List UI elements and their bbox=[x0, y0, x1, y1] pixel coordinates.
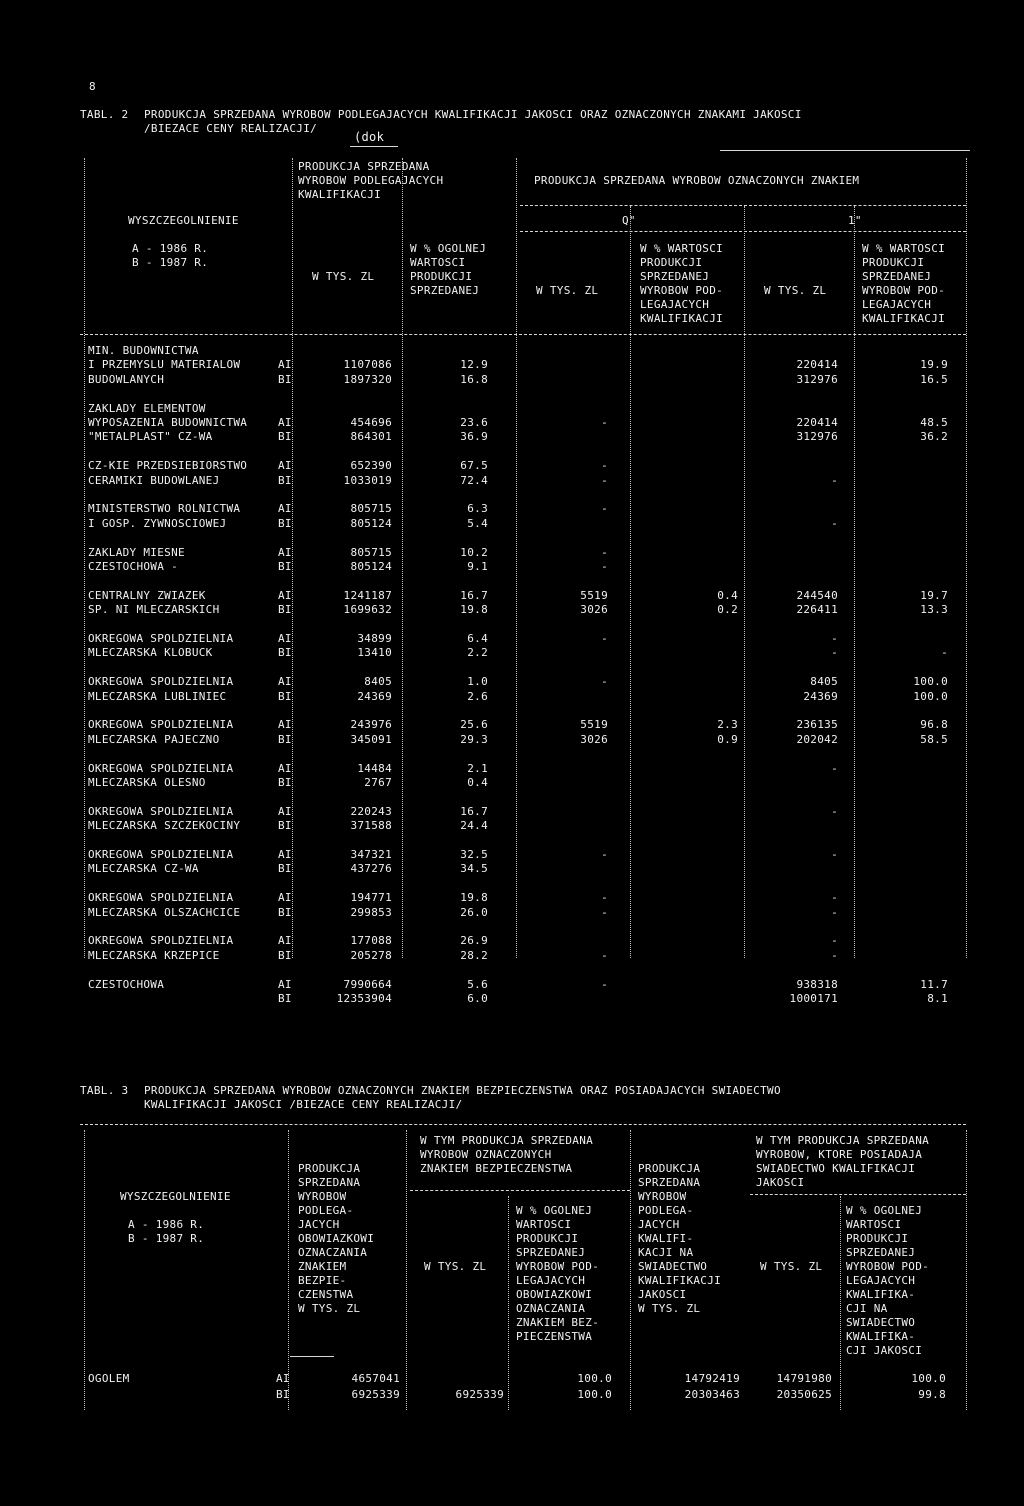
t3-header-years-b: B - 1987 R. bbox=[128, 1232, 205, 1245]
value-percent-total: 2.6 bbox=[467, 690, 488, 703]
value-1-tys-zl: 24369 bbox=[803, 690, 838, 703]
t3-header-c3: W TYS. ZL bbox=[424, 1260, 487, 1273]
value-tys-zl: 371588 bbox=[350, 819, 392, 832]
page-number: 8 bbox=[89, 80, 96, 93]
h_c7-line: LEGAJACYCH bbox=[846, 1274, 916, 1287]
header-c4: W TYS. ZL bbox=[536, 284, 599, 297]
header-c5-line6: KWALIFIKACJI bbox=[640, 312, 724, 325]
h_c7-line: CJI JAKOSCI bbox=[846, 1344, 923, 1357]
t3-header-c5 bbox=[638, 1162, 721, 1316]
value-tys-zl: 864301 bbox=[350, 430, 392, 443]
h_c5-line: JACYCH bbox=[638, 1218, 680, 1231]
h_c4-line: OBOWIAZKOWI bbox=[516, 1288, 593, 1301]
value-1-tys-zl: 938318 bbox=[796, 978, 838, 991]
row-year-code: BI bbox=[278, 373, 292, 386]
t3-header-wyszczegolnienie: WYSZCZEGOLNIENIE bbox=[120, 1190, 231, 1203]
header-c6: W TYS. ZL bbox=[764, 284, 827, 297]
value-1-tys-zl: - bbox=[831, 474, 838, 487]
header-c7-line3: SPRZEDANEJ bbox=[862, 270, 932, 283]
value-1-percent: 100.0 bbox=[913, 690, 948, 703]
row-label: MLECZARSKA OLSZACHCICE bbox=[88, 906, 241, 919]
header-c7-line6: KWALIFIKACJI bbox=[862, 312, 946, 325]
value-1-percent: - bbox=[941, 646, 948, 659]
value-1-percent: 100.0 bbox=[913, 675, 948, 688]
value-certificate-percent: 99.8 bbox=[918, 1388, 946, 1401]
value-q-tys-zl: - bbox=[601, 502, 608, 515]
header-c7-line5: LEGAJACYCH bbox=[862, 298, 932, 311]
value-1-percent: 96.8 bbox=[920, 718, 948, 731]
header-c3-line2: WARTOSCI bbox=[410, 256, 466, 269]
header-c5-line2: PRODUKCJI bbox=[640, 256, 703, 269]
row-label: MLECZARSKA LUBLINIEC bbox=[88, 690, 227, 703]
header-years-b: B - 1987 R. bbox=[132, 256, 209, 269]
value-q-tys-zl: - bbox=[601, 891, 608, 904]
row-label: BUDOWLANYCH bbox=[88, 373, 165, 386]
h_c7-line: WYROBOW POD- bbox=[846, 1260, 930, 1273]
value-percent-total: 19.8 bbox=[460, 603, 488, 616]
table3-label: TABL. 3 bbox=[80, 1084, 129, 1097]
row-year-code: BI bbox=[278, 733, 292, 746]
value-1-tys-zl: - bbox=[831, 949, 838, 962]
value-percent-total: 2.2 bbox=[467, 646, 488, 659]
value-tys-zl: 2767 bbox=[364, 776, 392, 789]
value-percent-total: 67.5 bbox=[460, 459, 488, 472]
value-1-tys-zl: 202042 bbox=[796, 733, 838, 746]
value-tys-zl: 34899 bbox=[357, 632, 392, 645]
row-label: OKREGOWA SPOLDZIELNIA bbox=[88, 891, 234, 904]
value-percent-total: 29.3 bbox=[460, 733, 488, 746]
value-percent-total: 6.3 bbox=[467, 502, 488, 515]
h_c5-line: SWIADECTWO bbox=[638, 1260, 708, 1273]
row-year-code: AI bbox=[278, 416, 292, 429]
value-q-tys-zl: - bbox=[601, 416, 608, 429]
row-label: SP. NI MLECZARSKICH bbox=[88, 603, 220, 616]
value-q-tys-zl: 3026 bbox=[580, 603, 608, 616]
h_c2-line: OZNACZANIA bbox=[298, 1246, 368, 1259]
header-q-mark: Q" bbox=[622, 214, 636, 227]
row-label: CENTRALNY ZWIAZEK bbox=[88, 589, 206, 602]
value-tys-zl: 1241187 bbox=[343, 589, 392, 602]
value-tys-zl: 805715 bbox=[350, 546, 392, 559]
row-year-code: AI bbox=[278, 546, 292, 559]
value-1-tys-zl: 244540 bbox=[796, 589, 838, 602]
value-1-percent: 19.7 bbox=[920, 589, 948, 602]
t3-header-group2-line2: WYROBOW, KTORE POSIADAJA bbox=[756, 1148, 923, 1161]
value-q-tys-zl: - bbox=[601, 632, 608, 645]
value-q-tys-zl: 5519 bbox=[580, 718, 608, 731]
value-percent-total: 24.4 bbox=[460, 819, 488, 832]
h_c7-line: SPRZEDANEJ bbox=[846, 1246, 916, 1259]
row-year-code: AI bbox=[278, 675, 292, 688]
value-q-percent: 0.4 bbox=[717, 589, 738, 602]
t3-header-c4 bbox=[516, 1204, 599, 1344]
row-label: ZAKLADY MIESNE bbox=[88, 546, 185, 559]
value-tys-zl: 347321 bbox=[350, 848, 392, 861]
row-label: MLECZARSKA PAJECZNO bbox=[88, 733, 220, 746]
h_c4-line: W % OGOLNEJ bbox=[516, 1204, 593, 1217]
header-c7-line2: PRODUKCJI bbox=[862, 256, 925, 269]
h_c4-line: WARTOSCI bbox=[516, 1218, 572, 1231]
value-tys-zl: 652390 bbox=[350, 459, 392, 472]
h_c7-line: KWALIFIKA- bbox=[846, 1330, 916, 1343]
t3-header-group2-line3: SWIADECTWO KWALIFIKACJI bbox=[756, 1162, 916, 1175]
row-label: OKREGOWA SPOLDZIELNIA bbox=[88, 718, 234, 731]
value-tys-zl: 437276 bbox=[350, 862, 392, 875]
value-safety-percent: 100.0 bbox=[577, 1388, 612, 1401]
value-1-tys-zl: - bbox=[831, 762, 838, 775]
row-label: CERAMIKI BUDOWLANEJ bbox=[88, 474, 220, 487]
value-tys-zl: 805715 bbox=[350, 502, 392, 515]
h_c4-line: WYROBOW POD- bbox=[516, 1260, 600, 1273]
row-year-code: BI bbox=[278, 862, 292, 875]
t3-header-group1-line1: W TYM PRODUKCJA SPRZEDANA bbox=[420, 1134, 594, 1147]
value-q-tys-zl: 5519 bbox=[580, 589, 608, 602]
t3-header-c6: W TYS. ZL bbox=[760, 1260, 823, 1273]
value-q-percent: 0.9 bbox=[717, 733, 738, 746]
row-year-code: AI bbox=[278, 891, 292, 904]
row-label: ZAKLADY ELEMENTOW bbox=[88, 402, 206, 415]
h_c2-line: BEZPIE- bbox=[298, 1274, 347, 1287]
value-q-tys-zl: - bbox=[601, 978, 608, 991]
row-label: OKREGOWA SPOLDZIELNIA bbox=[88, 848, 234, 861]
value-tys-zl: 205278 bbox=[350, 949, 392, 962]
top-rule bbox=[720, 150, 970, 151]
value-percent-total: 5.6 bbox=[467, 978, 488, 991]
t3-header-c7 bbox=[846, 1204, 929, 1358]
t3-header-group2-line1: W TYM PRODUKCJA SPRZEDANA bbox=[756, 1134, 930, 1147]
value-safety-required: 4657041 bbox=[351, 1372, 400, 1385]
value-1-tys-zl: 220414 bbox=[796, 416, 838, 429]
value-percent-total: 1.0 bbox=[467, 675, 488, 688]
h_c2-line: JACYCH bbox=[298, 1218, 340, 1231]
value-1-tys-zl: - bbox=[831, 517, 838, 530]
h_c5-line: KWALIFI- bbox=[638, 1232, 694, 1245]
value-1-tys-zl: 8405 bbox=[810, 675, 838, 688]
table2-label: TABL. 2 bbox=[80, 108, 129, 121]
value-tys-zl: 177088 bbox=[350, 934, 392, 947]
value-tys-zl: 1107086 bbox=[343, 358, 392, 371]
value-q-tys-zl: - bbox=[601, 546, 608, 559]
row-label: MLECZARSKA KRZEPICE bbox=[88, 949, 220, 962]
value-tys-zl: 7990664 bbox=[343, 978, 392, 991]
header-one-mark: 1" bbox=[848, 214, 862, 227]
row-year-code: BI bbox=[278, 906, 292, 919]
row-label: MLECZARSKA CZ-WA bbox=[88, 862, 199, 875]
row-year-code: AI bbox=[278, 459, 292, 472]
value-tys-zl: 299853 bbox=[350, 906, 392, 919]
value-safety-required: 6925339 bbox=[351, 1388, 400, 1401]
header-group-b: PRODUKCJA SPRZEDANA WYROBOW OZNACZONYCH ZNAKIEM bbox=[534, 174, 860, 187]
value-tys-zl: 1897320 bbox=[343, 373, 392, 386]
row-label: MIN. BUDOWNICTWA bbox=[88, 344, 199, 357]
row-year-code: BI bbox=[278, 560, 292, 573]
value-safety-marked: 6925339 bbox=[455, 1388, 504, 1401]
value-percent-total: 28.2 bbox=[460, 949, 488, 962]
value-percent-total: 26.9 bbox=[460, 934, 488, 947]
t3-header-group2-line4: JAKOSCI bbox=[756, 1176, 805, 1189]
row-label: MLECZARSKA OLESNO bbox=[88, 776, 206, 789]
value-percent-total: 25.6 bbox=[460, 718, 488, 731]
row-year-code: BI bbox=[278, 474, 292, 487]
row-year-code: BI bbox=[278, 992, 292, 1005]
h_c2-line: ZNAKIEM bbox=[298, 1260, 347, 1273]
t3-header-group1-line3: ZNAKIEM BEZPIECZENSTWA bbox=[420, 1162, 573, 1175]
row-label: OKREGOWA SPOLDZIELNIA bbox=[88, 934, 234, 947]
row-year-code: AI bbox=[276, 1372, 290, 1385]
h_c7-line: WARTOSCI bbox=[846, 1218, 902, 1231]
row-label: OGOLEM bbox=[88, 1372, 130, 1385]
t3-header-group1-line2: WYROBOW OZNACZONYCH bbox=[420, 1148, 552, 1161]
t3-header-years-a: A - 1986 R. bbox=[128, 1218, 205, 1231]
value-1-percent: 19.9 bbox=[920, 358, 948, 371]
header-c3-line3: PRODUKCJI bbox=[410, 270, 473, 283]
row-label: CZ-KIE PRZEDSIEBIORSTWO bbox=[88, 459, 248, 472]
value-q-tys-zl: - bbox=[601, 560, 608, 573]
row-year-code: AI bbox=[278, 358, 292, 371]
header-wyszczegolnienie: WYSZCZEGOLNIENIE bbox=[128, 214, 239, 227]
value-1-tys-zl: 220414 bbox=[796, 358, 838, 371]
value-percent-total: 9.1 bbox=[467, 560, 488, 573]
value-1-tys-zl: - bbox=[831, 848, 838, 861]
value-certificate-held: 14791980 bbox=[776, 1372, 832, 1385]
header-c7-line1: W % WARTOSCI bbox=[862, 242, 946, 255]
value-tys-zl: 12353904 bbox=[336, 992, 392, 1005]
value-tys-zl: 1033019 bbox=[343, 474, 392, 487]
h_c5-line: SPRZEDANA bbox=[638, 1176, 701, 1189]
value-percent-total: 23.6 bbox=[460, 416, 488, 429]
value-tys-zl: 14484 bbox=[357, 762, 392, 775]
h_c4-line: ZNAKIEM BEZ- bbox=[516, 1316, 600, 1329]
value-1-tys-zl: 236135 bbox=[796, 718, 838, 731]
h_c2-line: PODLEGA- bbox=[298, 1204, 354, 1217]
h_c7-line: CJI NA bbox=[846, 1302, 888, 1315]
row-year-code: AI bbox=[278, 934, 292, 947]
header-c5-line1: W % WARTOSCI bbox=[640, 242, 724, 255]
row-year-code: AI bbox=[278, 718, 292, 731]
t3-header-c2 bbox=[298, 1162, 374, 1316]
table3-title-line2: KWALIFIKACJI JAKOSCI /BIEZACE CENY REALIZACJI/ bbox=[144, 1098, 463, 1111]
h_c2-line: SPRZEDANA bbox=[298, 1176, 361, 1189]
value-percent-total: 10.2 bbox=[460, 546, 488, 559]
h_c5-line: PODLEGA- bbox=[638, 1204, 694, 1217]
header-group-a-line2: WYROBOW PODLEGAJACYCH bbox=[298, 174, 444, 187]
row-year-code: BI bbox=[278, 646, 292, 659]
value-percent-total: 5.4 bbox=[467, 517, 488, 530]
h_c5-line: JAKOSCI bbox=[638, 1288, 687, 1301]
header-c2: W TYS. ZL bbox=[312, 270, 375, 283]
row-label: OKREGOWA SPOLDZIELNIA bbox=[88, 675, 234, 688]
header-c7-line4: WYROBOW POD- bbox=[862, 284, 946, 297]
h_c4-line: PRODUKCJI bbox=[516, 1232, 579, 1245]
row-year-code: AI bbox=[278, 978, 292, 991]
row-label: WYPOSAZENIA BUDOWNICTWA bbox=[88, 416, 248, 429]
h_c4-line: LEGAJACYCH bbox=[516, 1274, 586, 1287]
table2-title-line2: /BIEZACE CENY REALIZACJI/ bbox=[144, 122, 318, 135]
row-year-code: AI bbox=[278, 762, 292, 775]
row-year-code: AI bbox=[278, 848, 292, 861]
value-1-tys-zl: - bbox=[831, 906, 838, 919]
header-group-a-line3: KWALIFIKACJI bbox=[298, 188, 382, 201]
value-q-tys-zl: - bbox=[601, 675, 608, 688]
value-percent-total: 36.9 bbox=[460, 430, 488, 443]
h_c2-line: WYROBOW bbox=[298, 1190, 347, 1203]
value-tys-zl: 243976 bbox=[350, 718, 392, 731]
value-1-tys-zl: - bbox=[831, 934, 838, 947]
value-safety-percent: 100.0 bbox=[577, 1372, 612, 1385]
value-1-percent: 13.3 bbox=[920, 603, 948, 616]
row-label: OKREGOWA SPOLDZIELNIA bbox=[88, 805, 234, 818]
value-q-percent: 0.2 bbox=[717, 603, 738, 616]
value-1-tys-zl: 312976 bbox=[796, 373, 838, 386]
value-percent-total: 6.0 bbox=[467, 992, 488, 1005]
header-c3-line1: W % OGOLNEJ bbox=[410, 242, 487, 255]
value-tys-zl: 454696 bbox=[350, 416, 392, 429]
row-year-code: BI bbox=[276, 1388, 290, 1401]
row-year-code: AI bbox=[278, 805, 292, 818]
row-label: MLECZARSKA KLOBUCK bbox=[88, 646, 213, 659]
row-label: MINISTERSTWO ROLNICTWA bbox=[88, 502, 241, 515]
value-1-tys-zl: - bbox=[831, 646, 838, 659]
value-certificate-eligible: 14792419 bbox=[684, 1372, 740, 1385]
value-tys-zl: 220243 bbox=[350, 805, 392, 818]
value-tys-zl: 13410 bbox=[357, 646, 392, 659]
value-percent-total: 6.4 bbox=[467, 632, 488, 645]
h_c7-line: PRODUKCJI bbox=[846, 1232, 909, 1245]
h_c2-line: CZENSTWA bbox=[298, 1288, 354, 1301]
row-year-code: AI bbox=[278, 632, 292, 645]
h_c2-line: OBOWIAZKOWI bbox=[298, 1232, 375, 1245]
value-1-percent: 16.5 bbox=[920, 373, 948, 386]
value-tys-zl: 8405 bbox=[364, 675, 392, 688]
value-percent-total: 0.4 bbox=[467, 776, 488, 789]
h_c5-line: KWALIFIKACJI bbox=[638, 1274, 722, 1287]
h_c7-line: SWIADECTWO bbox=[846, 1316, 916, 1329]
h_c4-line: PIECZENSTWA bbox=[516, 1330, 593, 1343]
value-percent-total: 34.5 bbox=[460, 862, 488, 875]
h_c7-line: KWALIFIKA- bbox=[846, 1288, 916, 1301]
value-percent-total: 19.8 bbox=[460, 891, 488, 904]
h_c5-line: KACJI NA bbox=[638, 1246, 694, 1259]
row-year-code: BI bbox=[278, 819, 292, 832]
row-label: I GOSP. ZYWNOSCIOWEJ bbox=[88, 517, 227, 530]
table2-title-line1: PRODUKCJA SPRZEDANA WYROBOW PODLEGAJACYCH KWALIFIKACJI JAKOSCI ORAZ OZNACZONYCH ZNAKAMI JAKOSCI bbox=[144, 108, 802, 121]
row-year-code: AI bbox=[278, 589, 292, 602]
value-percent-total: 26.0 bbox=[460, 906, 488, 919]
value-q-percent: 2.3 bbox=[717, 718, 738, 731]
value-1-tys-zl: 226411 bbox=[796, 603, 838, 616]
header-c5-line5: LEGAJACYCH bbox=[640, 298, 710, 311]
row-year-code: BI bbox=[278, 517, 292, 530]
h_c2-line: PRODUKCJA bbox=[298, 1162, 361, 1175]
row-label: CZESTOCHOWA - bbox=[88, 560, 178, 573]
row-year-code: BI bbox=[278, 690, 292, 703]
value-1-percent: 36.2 bbox=[920, 430, 948, 443]
value-1-percent: 11.7 bbox=[920, 978, 948, 991]
header-years-a: A - 1986 R. bbox=[132, 242, 209, 255]
value-percent-total: 2.1 bbox=[467, 762, 488, 775]
value-1-tys-zl: - bbox=[831, 891, 838, 904]
row-year-code: BI bbox=[278, 776, 292, 789]
value-q-tys-zl: - bbox=[601, 848, 608, 861]
header-group-a-line1: PRODUKCJA SPRZEDANA bbox=[298, 160, 430, 173]
h_c5-line: WYROBOW bbox=[638, 1190, 687, 1203]
row-label: OKREGOWA SPOLDZIELNIA bbox=[88, 762, 234, 775]
value-tys-zl: 194771 bbox=[350, 891, 392, 904]
h_c5-line: W TYS. ZL bbox=[638, 1302, 701, 1315]
value-1-tys-zl: 1000171 bbox=[789, 992, 838, 1005]
h_c4-line: SPRZEDANEJ bbox=[516, 1246, 586, 1259]
value-1-percent: 58.5 bbox=[920, 733, 948, 746]
header-c5-line3: SPRZEDANEJ bbox=[640, 270, 710, 283]
row-label: MLECZARSKA SZCZEKOCINY bbox=[88, 819, 241, 832]
h_c7-line: W % OGOLNEJ bbox=[846, 1204, 923, 1217]
value-1-percent: 8.1 bbox=[927, 992, 948, 1005]
value-percent-total: 12.9 bbox=[460, 358, 488, 371]
value-certificate-eligible: 20303463 bbox=[684, 1388, 740, 1401]
value-percent-total: 16.7 bbox=[460, 805, 488, 818]
value-q-tys-zl: - bbox=[601, 906, 608, 919]
h_c5-line: PRODUKCJA bbox=[638, 1162, 701, 1175]
header-c5-line4: WYROBOW POD- bbox=[640, 284, 724, 297]
h_c2-line: W TYS. ZL bbox=[298, 1302, 361, 1315]
value-q-tys-zl: 3026 bbox=[580, 733, 608, 746]
row-label: I PRZEMYSLU MATERIALOW bbox=[88, 358, 241, 371]
h_c4-line: OZNACZANIA bbox=[516, 1302, 586, 1315]
row-year-code: BI bbox=[278, 603, 292, 616]
table3-title-line1: PRODUKCJA SPRZEDANA WYROBOW OZNACZONYCH ZNAKIEM BEZPIECZENSTWA ORAZ POSIADAJACYCH SWIADECTWO bbox=[144, 1084, 781, 1097]
value-percent-total: 32.5 bbox=[460, 848, 488, 861]
value-q-tys-zl: - bbox=[601, 949, 608, 962]
value-q-tys-zl: - bbox=[601, 474, 608, 487]
value-1-tys-zl: 312976 bbox=[796, 430, 838, 443]
value-tys-zl: 24369 bbox=[357, 690, 392, 703]
value-q-tys-zl: - bbox=[601, 459, 608, 472]
value-percent-total: 72.4 bbox=[460, 474, 488, 487]
row-label: CZESTOCHOWA bbox=[88, 978, 165, 991]
value-1-tys-zl: - bbox=[831, 805, 838, 818]
value-tys-zl: 345091 bbox=[350, 733, 392, 746]
header-c3-line4: SPRZEDANEJ bbox=[410, 284, 480, 297]
value-tys-zl: 805124 bbox=[350, 517, 392, 530]
row-label: "METALPLAST" CZ-WA bbox=[88, 430, 213, 443]
value-tys-zl: 1699632 bbox=[343, 603, 392, 616]
table2-title-note: (dok bbox=[354, 130, 385, 144]
row-year-code: BI bbox=[278, 949, 292, 962]
value-certificate-percent: 100.0 bbox=[911, 1372, 946, 1385]
value-percent-total: 16.8 bbox=[460, 373, 488, 386]
value-percent-total: 16.7 bbox=[460, 589, 488, 602]
row-year-code: BI bbox=[278, 430, 292, 443]
value-tys-zl: 805124 bbox=[350, 560, 392, 573]
value-1-percent: 48.5 bbox=[920, 416, 948, 429]
value-certificate-held: 20350625 bbox=[776, 1388, 832, 1401]
row-label: OKREGOWA SPOLDZIELNIA bbox=[88, 632, 234, 645]
row-year-code: AI bbox=[278, 502, 292, 515]
value-1-tys-zl: - bbox=[831, 632, 838, 645]
